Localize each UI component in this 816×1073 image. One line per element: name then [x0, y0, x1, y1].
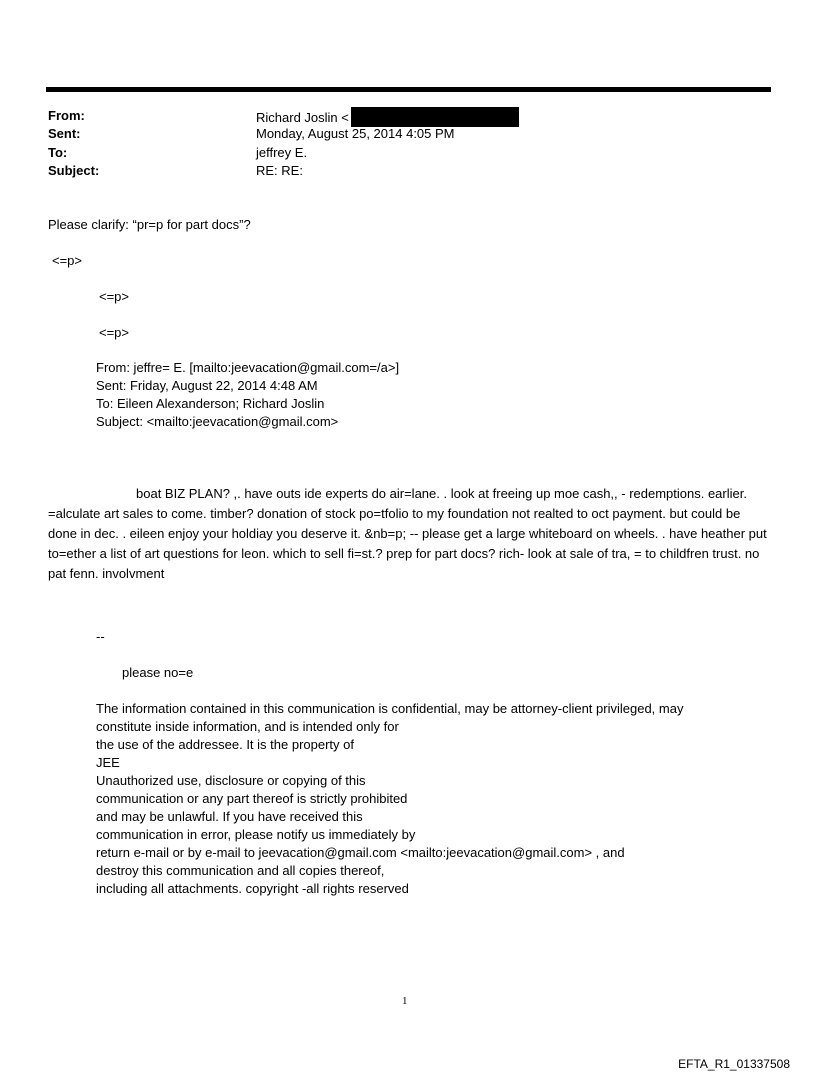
header-rule	[46, 87, 771, 92]
quoted-sent: Sent: Friday, August 22, 2014 4:48 AM	[96, 378, 318, 393]
to-value: jeffrey E.	[256, 145, 308, 160]
from-label: From:	[48, 108, 85, 123]
subject-label: Subject:	[48, 163, 100, 178]
disclaimer-line: The information contained in this communication is confidential, may be attorney-client privileged, may	[96, 701, 684, 716]
p-tag-line: <=p>	[99, 325, 130, 340]
quoted-from: From: jeffre= E. [mailto:jeevacation@gmail.com=/a>]	[96, 360, 400, 375]
signature-separator: --	[96, 629, 105, 644]
from-value	[256, 107, 519, 127]
disclaimer-line: Unauthorized use, disclosure or copying of this	[96, 773, 366, 788]
quoted-subject: Subject: <mailto:jeevacation@gmail.com>	[96, 414, 339, 429]
bates-number: EFTA_R1_01337508	[678, 1057, 790, 1071]
clarify-text: Please clarify: “pr=p for part docs”?	[48, 217, 251, 232]
disclaimer-line: communication or any part thereof is strictly prohibited	[96, 791, 408, 806]
sent-value: Monday, August 25, 2014 4:05 PM	[256, 126, 455, 141]
disclaimer-line: the use of the addressee. It is the property of	[96, 737, 354, 752]
disclaimer-line: JEE	[96, 755, 120, 770]
please-note: please no=e	[122, 665, 194, 680]
subject-value: RE: RE:	[256, 163, 303, 178]
quoted-message	[48, 484, 770, 584]
redaction-block	[351, 107, 519, 127]
p-tag-line: <=p>	[52, 253, 83, 268]
disclaimer-line: communication in error, please notify us immediately by	[96, 827, 416, 842]
disclaimer-line: constitute inside information, and is intended only for	[96, 719, 399, 734]
p-tag-line: <=p>	[99, 289, 130, 304]
page-number: 1	[402, 995, 408, 1007]
to-label: To:	[48, 145, 68, 160]
quoted-message-text: boat BIZ PLAN? ,. have outs ide experts do air=lane. . look at freeing up moe cash,, - redemptions. earlier. =alculate art sales to come. timber? donation of stock po=tfolio to my foundation not realted to oct payment. but could be done in dec. . eileen enjoy your holdiay you deserve it. &nb=p; -- please get a large whiteboard on wheels. . have heather put to=ether a list of art questions for leon. which to sell fi=st.? prep for part docs? rich- look at sale of tra, = to childfren trust. no pat fenn. involvment	[48, 486, 767, 581]
quoted-to: To: Eileen Alexanderson; Richard Joslin	[96, 396, 325, 411]
disclaimer-line: destroy this communication and all copies thereof,	[96, 863, 385, 878]
disclaimer-line: including all attachments. copyright -all rights reserved	[96, 881, 409, 896]
sent-label: Sent:	[48, 126, 81, 141]
from-name: Richard Joslin <	[256, 110, 349, 125]
disclaimer-line: return e-mail or by e-mail to jeevacation@gmail.com <mailto:jeevacation@gmail.com> , and	[96, 845, 625, 860]
disclaimer-line: and may be unlawful. If you have received this	[96, 809, 363, 824]
